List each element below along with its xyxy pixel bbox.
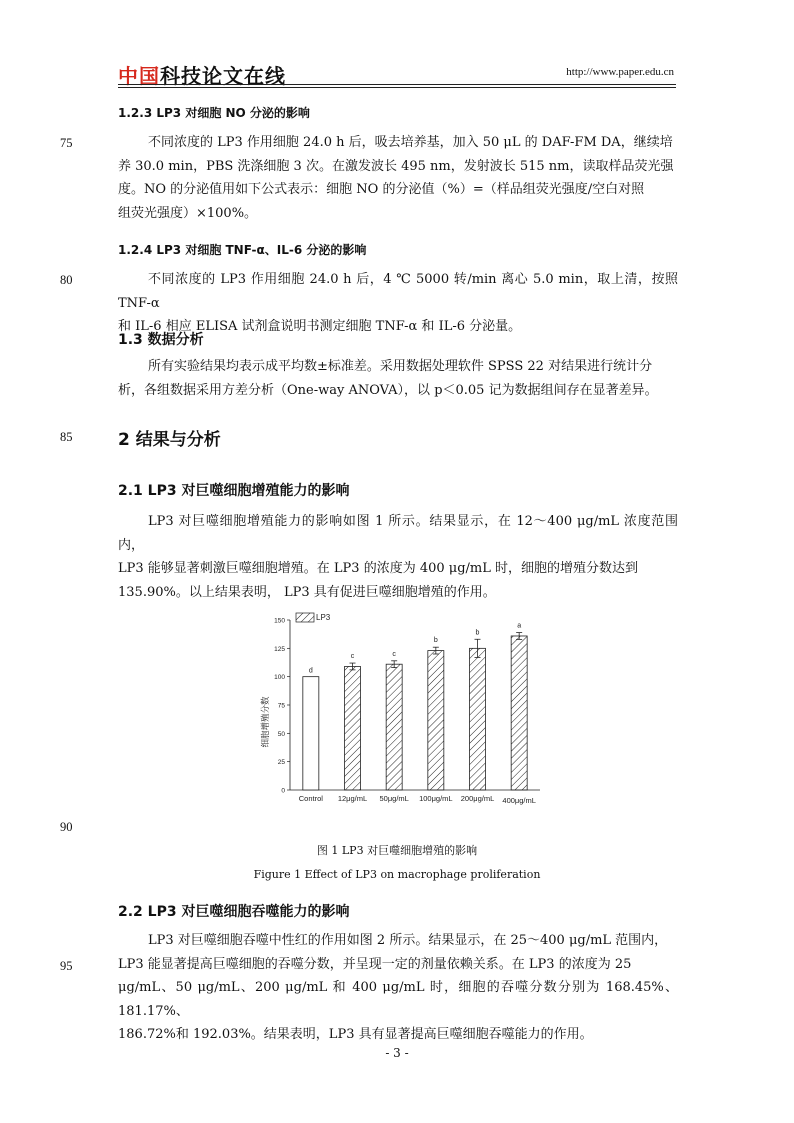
text-line: 135.90%。以上结果表明， LP3 具有促进巨噬细胞增殖的作用。: [118, 584, 496, 600]
y-tick-label: 100: [274, 674, 285, 682]
bar-1: [345, 666, 361, 790]
bar-0: [303, 677, 319, 790]
legend-swatch: [296, 613, 314, 622]
x-tick-label: 12μg/mL: [337, 794, 368, 803]
y-tick-label: 125: [274, 645, 285, 653]
line-number: 95: [60, 959, 73, 973]
text-line: μg/mL、50 μg/mL、200 μg/mL 和 400 μg/mL 时，细胞的吞噬分数分别为 168.45%、181.17%、: [118, 980, 678, 1019]
text-line: LP3 能够显著刺激巨噬细胞增殖。在 LP3 的浓度为 400 μg/mL 时，细胞的增殖分数达到: [118, 561, 639, 576]
text-line: 不同浓度的 LP3 作用细胞 24.0 h 后，4 ℃ 5000 转/min 离心 5.0 min，取上清，按照 TNF-α: [118, 272, 678, 311]
bar-4: [470, 648, 486, 790]
text-line: 析，各组数据采用方差分析（One-way ANOVA），以 p＜0.05 记为数据组间存在显著差异。: [118, 382, 658, 398]
significance-label: d: [308, 667, 313, 675]
header-rule: [118, 84, 676, 85]
paragraph-2-1: [118, 510, 678, 604]
bar-5: [511, 636, 527, 790]
significance-label: c: [392, 650, 396, 658]
x-tick-label: 50μg/mL: [379, 794, 409, 803]
text-line: 养 30.0 min，PBS 洗涤细胞 3 次。在激发波长 495 nm，发射波长 515 nm，读取样品荧光强: [118, 158, 674, 174]
y-tick-label: 75: [277, 702, 285, 710]
text-line: LP3 能显著提高巨噬细胞的吞噬分数，并呈现一定的剂量依赖关系。在 LP3 的浓度为 25: [118, 956, 632, 972]
heading-1-2-3: 1.2.3 LP3 对细胞 NO 分泌的影响: [118, 106, 310, 120]
line-number: 90: [60, 820, 73, 834]
y-tick-label: 0: [281, 787, 285, 795]
significance-label: a: [517, 622, 522, 630]
paragraph-1-2-4: [118, 268, 678, 339]
significance-label: c: [350, 653, 355, 661]
paragraph-1-3: [118, 355, 678, 402]
paragraph-1-2-3: [118, 131, 678, 225]
text-line: 186.72%和 192.03%。结果表明，LP3 具有显著提高巨噬细胞吞噬能力的作用。: [118, 1027, 593, 1042]
figure-caption-en: Figure 1 Effect of LP3 on macrophage proliferation: [253, 868, 541, 881]
significance-label: b: [433, 637, 438, 645]
y-tick-label: 25: [277, 759, 285, 767]
significance-label: b: [475, 629, 480, 637]
x-tick-label: 200μg/mL: [460, 794, 495, 803]
text-line: 度。NO 的分泌值用如下公式表示：细胞 NO 的分泌值（%）=（样品组荧光强度/空白对照: [118, 182, 645, 197]
text-line: 组荧光强度）×100%。: [118, 205, 258, 221]
legend-label: LP3: [316, 613, 331, 622]
heading-2: 2 结果与分析: [118, 430, 221, 450]
bar-2: [386, 664, 402, 790]
text-line: LP3 对巨噬细胞增殖能力的影响如图 1 所示。结果显示，在 12～400 μg/mL 浓度范围内，: [118, 514, 678, 553]
heading-1-3: 1.3 数据分析: [118, 332, 204, 348]
figure-caption-cn: 图 1 LP3 对巨噬细胞增殖的影响: [316, 844, 478, 857]
header-rule-thin: [118, 87, 676, 88]
header-url[interactable]: http://www.paper.edu.cn: [566, 66, 674, 78]
text-line: 不同浓度的 LP3 作用细胞 24.0 h 后，吸去培养基，加入 50 μL 的 DAF-FM DA，继续培: [148, 135, 673, 150]
figure-1-chart: [248, 604, 548, 814]
line-number: 80: [60, 273, 73, 287]
paragraph-2-2: [118, 929, 678, 1047]
bar-3: [428, 651, 444, 790]
heading-2-2: 2.2 LP3 对巨噬细胞吞噬能力的影响: [118, 904, 350, 920]
line-number: 85: [60, 430, 73, 444]
heading-1-2-4: 1.2.4 LP3 对细胞 TNF-α、IL-6 分泌的影响: [118, 243, 367, 257]
y-tick-label: 50: [277, 730, 285, 738]
text-line: 和 IL-6 相应 ELISA 试剂盒说明书测定细胞 TNF-α 和 IL-6 分泌量。: [118, 319, 522, 334]
x-tick-label: 400μg/mL: [502, 796, 536, 805]
journal-logo: 中国科技论文在线: [118, 64, 286, 88]
y-tick-label: 150: [274, 617, 285, 625]
text-line: 所有实验结果均表示成平均数±标准差。采用数据处理软件 SPSS 22 对结果进行统计分: [148, 359, 653, 374]
page-number: - 3 -: [385, 1046, 409, 1060]
text-line: LP3 对巨噬细胞吞噬中性红的作用如图 2 所示。结果显示，在 25～400 μg/mL 范围内，: [148, 933, 668, 948]
x-tick-label: 100μg/mL: [419, 794, 453, 803]
heading-2-1: 2.1 LP3 对巨噬细胞增殖能力的影响: [118, 483, 350, 499]
line-number: 75: [60, 136, 73, 150]
y-axis-label: 细胞增殖分数: [261, 696, 271, 748]
x-tick-label: Control: [298, 794, 323, 803]
